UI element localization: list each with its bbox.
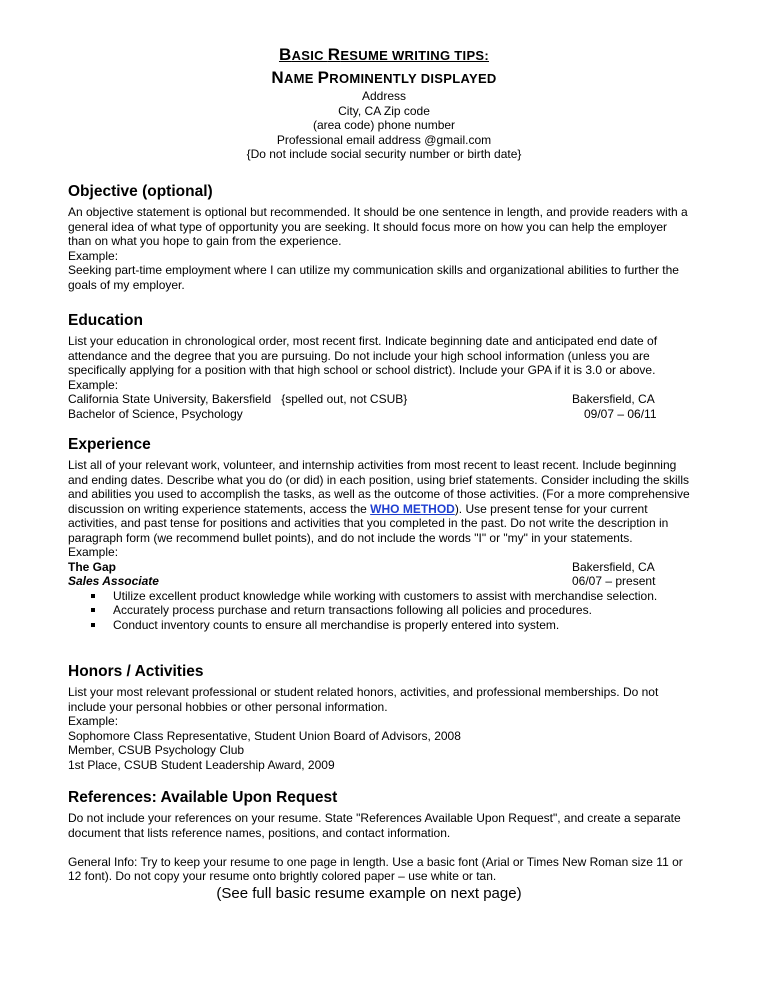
square-bullet-icon <box>91 623 95 627</box>
section-experience <box>68 436 690 632</box>
title-text: ASIC <box>291 48 328 63</box>
next-page-note: (See full basic resume example on next page) <box>216 884 522 902</box>
school-name: California State University, Bakersfield {spelled out, not CSUB} <box>68 392 408 406</box>
example-objective: Seeking part-time employment where I can utilize my communication skills and organizational abilities to further the goals of my employer. <box>68 263 679 292</box>
square-bullet-icon <box>91 608 95 612</box>
title-text: ESUME WRITING TIPS: <box>340 48 490 63</box>
degree: Bachelor of Science, Psychology <box>68 406 243 421</box>
section-objective <box>68 183 690 292</box>
section-references <box>68 789 690 902</box>
contact-note: {Do not include social security number or birth date} <box>246 147 522 162</box>
section-heading: Objective (optional) <box>68 183 213 200</box>
section-description: An objective statement is optional but recommended. It should be one sentence in length, and provide readers with a general idea of what type of opportunity you are seeking. It should focus more on how you can help the employer than on what you hope to gain from the experience. <box>68 205 688 248</box>
contact-city: City, CA Zip code <box>338 103 430 118</box>
section-heading: References: Available Upon Request <box>68 789 338 806</box>
name-text: ROMINENTLY DISPLAYED <box>329 71 497 86</box>
education-row-school <box>68 392 690 407</box>
name-initial: P <box>317 68 330 87</box>
bullet-text: Conduct inventory counts to ensure all merchandise is properly entered into system. <box>113 617 560 632</box>
section-heading: Honors / Activities <box>68 663 204 680</box>
contact-phone: (area code) phone number <box>312 118 456 133</box>
general-info: General Info: Try to keep your resume to one page in length. Use a basic font (Arial or Times New Roman size 11 or 12 font). Do not copy your resume onto brightly colored paper – use white or tan. <box>68 854 683 883</box>
section-description: List your education in chronological order, most recent first. Indicate beginning date and anticipated end date of attendance and the degree that you are pursuing. Do not include your high school information (unless you are specifically applying for a position with that high school or school district). Include your GPA if it is 3.0 or above. <box>68 334 658 377</box>
name-placeholder <box>68 68 700 89</box>
contact-block <box>68 89 700 162</box>
name-text: AME <box>283 71 318 86</box>
bullet-item <box>68 618 690 633</box>
name-initial: N <box>271 68 284 87</box>
bullet-item <box>68 603 690 618</box>
experience-row-position <box>68 574 690 589</box>
employer-location: Bakersfield, CA <box>572 559 655 574</box>
honor-item: Sophomore Class Representative, Student Union Board of Advisors, 2008 <box>68 728 461 743</box>
square-bullet-icon <box>91 594 95 598</box>
education-dates: 09/07 – 06/11 <box>584 406 657 421</box>
honor-item: 1st Place, CSUB Student Leadership Award, 2009 <box>68 757 335 772</box>
example-label: Example: <box>68 377 119 392</box>
section-description <box>68 458 690 545</box>
example-label: Example: <box>68 248 119 263</box>
section-heading: Experience <box>68 436 151 453</box>
section-honors <box>68 663 690 772</box>
employer-name: The Gap <box>68 559 117 574</box>
title-initial: R <box>327 45 341 64</box>
description-text: ). Use present tense for your current activities, and past tense for positions and activities that you completed in the past. Do not write the description in paragraph form (we recommend bullet points), and do not include the words "I" or "my" in your statements. <box>68 501 669 545</box>
example-label: Example: <box>68 714 119 728</box>
education-row-degree <box>68 407 690 422</box>
section-description: Do not include your references on your resume. State "References Available Upon Request", and create a separate document that lists reference names, positions, and contact information. <box>68 811 681 840</box>
spacer <box>68 840 690 855</box>
school-location: Bakersfield, CA <box>572 392 655 406</box>
title-initial: B <box>278 45 292 64</box>
position-dates: 06/07 – present <box>572 574 656 588</box>
document-title <box>68 45 700 66</box>
contact-address: Address <box>361 89 407 103</box>
bullet-text: Accurately process purchase and return transactions following all policies and procedures. <box>113 603 592 617</box>
bullet-text: Utilize excellent product knowledge while working with customers to assist with merchandise selection. <box>113 588 658 603</box>
who-method-link[interactable]: WHO METHOD <box>370 501 455 516</box>
example-label: Example: <box>68 545 119 559</box>
section-education <box>68 312 690 421</box>
experience-bullets <box>68 589 690 633</box>
experience-row-employer <box>68 560 690 575</box>
description-text: List all of your relevant work, volunteer, and internship activities from most recent to least recent. Include beginning and ending dates. Describe what you do (or did) in each position, using brief statements. Consider including the skills and abilities you used to accomplish the tasks, as well as the outcome of those activities. (For a more comprehensive discussion on writing experience statements, access the <box>68 458 690 516</box>
bullet-item <box>68 589 690 604</box>
position-title: Sales Associate <box>68 574 159 588</box>
contact-email: Professional email address @gmail.com <box>276 132 492 147</box>
honor-item: Member, CSUB Psychology Club <box>68 743 245 757</box>
section-heading: Education <box>68 312 143 329</box>
section-description: List your most relevant professional or student related honors, activities, and professional memberships. Do not include your personal hobbies or other personal information. <box>68 685 659 714</box>
